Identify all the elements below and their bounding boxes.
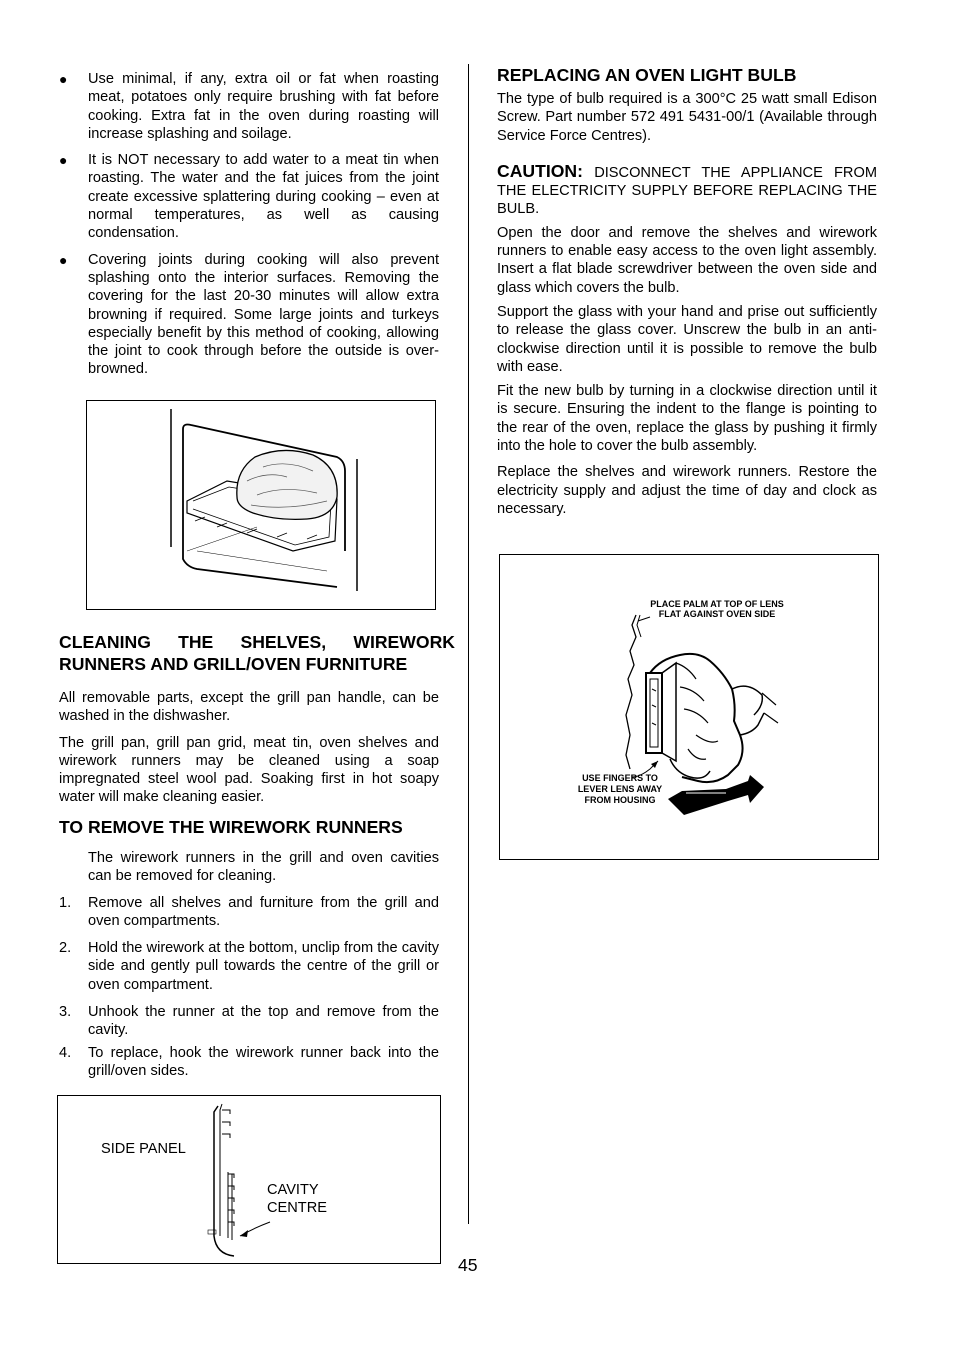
left-column (59, 70, 439, 387)
caution-label: CAUTION: (497, 160, 584, 181)
bulb-paragraph: Fit the new bulb by turning in a clockwise direction until it is secure. Ensuring the indent to the flange is pointing to the rear of the oven, replace the glass by pushing it firmly into the hole to cover the bulb assembly. (497, 383, 877, 455)
oven-joint-illustration (87, 401, 435, 609)
remove-runners-text (59, 849, 439, 1080)
lens-top-label-2: FLAT AGAINST OVEN SIDE (658, 609, 776, 619)
cleaning-paragraph: All removable parts, except the grill pan handle, can be washed in the dishwasher. (59, 690, 439, 725)
column-divider (468, 64, 469, 1224)
cleaning-paragraph: The grill pan, grill pan grid, meat tin, oven shelves and wirework runners may be cleaned using a soap impregnated steel wool pad. Soaking first in hot soapy water will make cleaning easier. (59, 734, 439, 806)
bulb-paragraph: Support the glass with your hand and prise out sufficiently to release the glass cover. Unscrew the bulb in an anti-clockwise direction until it is possible to remove the bulb with ease. (497, 303, 877, 375)
caution-text: DISCONNECT THE APPLIANCE FROM THE ELECTRICITY SUPPLY BEFORE REPLACING THE BULB. (497, 164, 877, 218)
caution-paragraph (497, 162, 877, 219)
bulb-heading: REPLACING AN OVEN LIGHT BULB (497, 65, 797, 85)
cleaning-text (59, 689, 439, 807)
remove-runners-heading: TO REMOVE THE WIREWORK RUNNERS (59, 817, 403, 837)
page-number: 45 (458, 1255, 478, 1275)
list-item: ● Covering joints during cooking will also prevent splashing onto the interior surfaces. Removing the covering for the last 20-30 minutes will allow extra browning if required. Some large joints and turkeys especially benefit by this method of cooking, allowing the joint to cook through before the outside is over-browned. (59, 251, 439, 378)
bullet-icon: ● (59, 152, 68, 169)
list-item: 3. Unhook the runner at the top and remove from the cavity. (59, 1004, 439, 1039)
roasting-tips-list (59, 70, 439, 379)
list-item: 1. Remove all shelves and furniture from the grill and oven compartments. (59, 894, 439, 929)
remove-intro: The wirework runners in the grill and oven cavities can be removed for cleaning. (88, 850, 439, 885)
list-item: ● It is NOT necessary to add water to a meat tin when roasting. The water and the fat juices from the joint create excessive splattering during cooking – even at normal temperatures, as well as causing condensation. (59, 152, 439, 242)
bulb-paragraph: Replace the shelves and wirework runners. Restore the electricity supply and adjust the time of day and clock as necessary. (497, 464, 877, 517)
lens-bottom-label-2: LEVER LENS AWAY (577, 784, 663, 794)
bulb-intro: The type of bulb required is a 300°C 25 watt small Edison Screw. Part number 572 491 5431-00/1 (Available through Service Force Centres). (497, 91, 877, 144)
right-column (497, 64, 877, 518)
side-panel-label: SIDE PANEL (101, 1141, 186, 1157)
list-item: 4. To replace, hook the wirework runner back into the grill/oven sides. (59, 1044, 439, 1079)
cleaning-section (59, 631, 455, 675)
lens-removal-figure (499, 554, 879, 860)
cleaning-heading: CLEANING THE SHELVES, WIREWORK RUNNERS AND GRILL/OVEN FURNITURE (59, 632, 455, 674)
remove-runners-section (59, 816, 449, 838)
lens-bottom-label-3: FROM HOUSING (584, 795, 656, 805)
lens-top-label-1: PLACE PALM AT TOP OF LENS (650, 599, 784, 609)
runner-illustration (58, 1096, 440, 1263)
remove-steps-list (59, 894, 439, 1081)
cavity-label: CAVITY (267, 1182, 319, 1198)
bullet-icon: ● (59, 251, 68, 268)
list-item: ● Use minimal, if any, extra oil or fat when roasting meat, potatoes only require brushing with fat before cooking. Extra fat in the oven during roasting will increase splashing and soilage. (59, 71, 439, 142)
centre-label: CENTRE (267, 1200, 327, 1216)
roasting-joint-figure (86, 400, 436, 610)
lens-bottom-label-1: USE FINGERS TO (582, 773, 658, 783)
bullet-icon: ● (59, 71, 68, 87)
wirework-runner-figure (57, 1095, 441, 1264)
bulb-paragraph: Open the door and remove the shelves and wirework runners to enable easy access to the oven light assembly. Insert a flat blade screwdriver between the oven side and glass which covers the bulb. (497, 224, 877, 296)
list-item: 2. Hold the wirework at the bottom, unclip from the cavity side and gently pull towards the centre of the grill or oven compartment. (59, 940, 439, 993)
